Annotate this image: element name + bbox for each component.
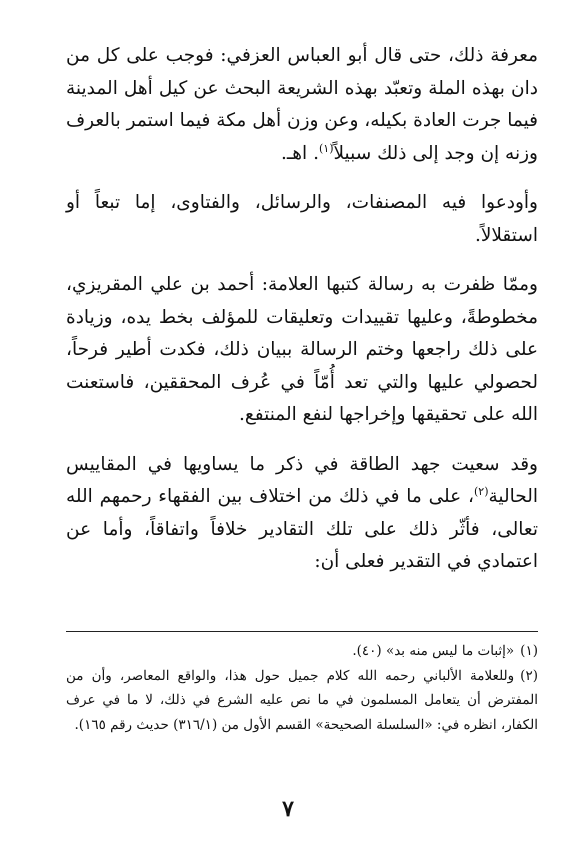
- page-number: ٧: [282, 796, 294, 822]
- paragraph-1: [66, 40, 538, 170]
- footnote-divider: [66, 631, 538, 632]
- paragraph-4-text: وقد سعيت جهد الطاقة في ذكر ما يساويها في المقاييس الحالية: [66, 453, 538, 507]
- paragraph-2: وأودعوا فيه المصنفات، والرسائل، والفتاوى، إما تبعاً أو استقلالاً.: [66, 192, 538, 246]
- footnote-1: [66, 639, 538, 664]
- paragraph-1-text: معرفة ذلك، حتى قال أبو العباس العزفي: فوجب على كل من دان بهذه الملة وتعبّد بهذه الشريعة البحث عن كيل أهل المدينة فيما جرت العادة بكيله، وعن وزن أهل مكة فيما استمر بالعرف وزنه إن وجد إلى ذلك سبيلاً: [66, 45, 538, 164]
- footnote-number: (٢): [520, 667, 538, 684]
- paragraph-1-end: . اهـ.: [281, 142, 319, 164]
- paragraph-3: وممّا ظفرت به رسالة كتبها العلامة: أحمد بن علي المقريزي، مخطوطةً، وعليها تقييدات وتعليقات للمؤلف بخط يده، وزيادة على ذلك راجعها وختم الرسالة ببيان ذلك، فكدت أطير فرحاً، لحصولي عليها والتي تعد أُمّاً في عُرف المحققين، فاستعنت الله على تحقيقها وإخراجها لنفع المنتفع.: [66, 274, 538, 425]
- footnote-ref-1[interactable]: (١): [318, 141, 334, 155]
- footnote-ref-2[interactable]: (٢): [473, 484, 489, 498]
- footnote-2: [66, 664, 538, 738]
- footnote-text: وللعلامة الألباني رحمه الله كلام جميل حول هذا، والواقع المعاصر، وأن من المفترض أن يتعامل المسلمون في ما نص عليه الشرع في ذلك، لا ما في عرف الكفار، انظره في: «السلسلة الصحيحة» القسم الأول من (٣١٦/١) حديث رقم ١٦٥).: [66, 667, 538, 733]
- paragraph-4: [66, 449, 538, 579]
- paragraph-4-end: ، على ما في ذلك من اختلاف بين الفقهاء رحمهم الله تعالى، فأثّر ذلك على تلك التقادير خلافاً واتفاقاً، وأما عن اعتمادي في التقدير فعلى أن:: [66, 486, 538, 572]
- footnote-number: (١): [520, 643, 538, 659]
- footnote-text: «إثبات ما ليس منه بد» (٤٠).: [352, 643, 515, 659]
- footnotes: [66, 639, 538, 737]
- main-text: [66, 40, 538, 579]
